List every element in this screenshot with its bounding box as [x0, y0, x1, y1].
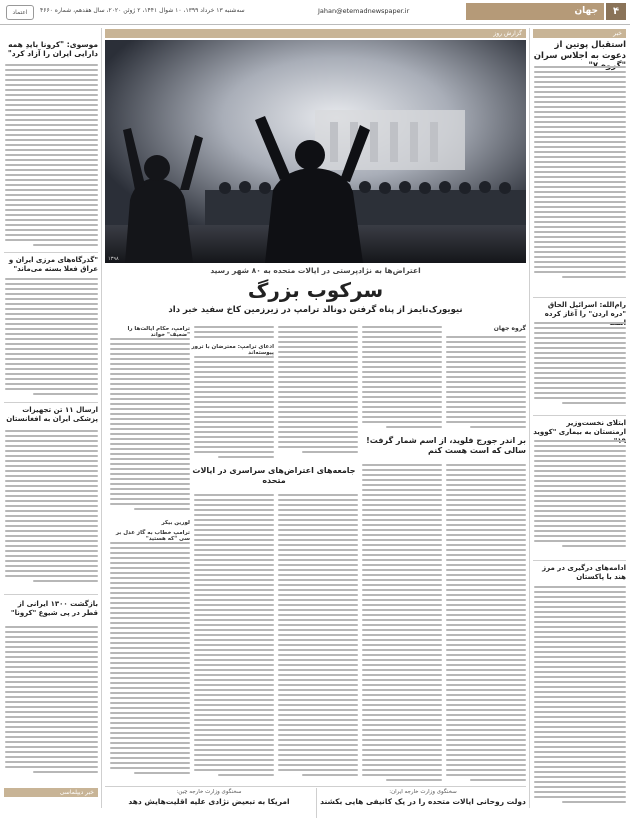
box-2-title: ادعای ترامپ: معترضان با ترور پیوسته‌اند [191, 344, 274, 356]
newspaper-logo: اعتماد [6, 5, 34, 20]
sub-story-3-body [110, 542, 190, 784]
right-story-2-title: رام‌الله: اسرائیل الحاق "دره اردن" را آغاز کرده [544, 301, 626, 318]
story-divider [533, 297, 626, 298]
right-story-1-body [534, 66, 626, 294]
col-group-label: گروه جهان [493, 325, 526, 332]
main-story-col-3 [278, 326, 358, 462]
right-story-3-body [534, 440, 626, 558]
left-story-4-title: بازگشت ۱۳۰۰ ایرانی از قطر در پی شیوع "کرونا" [10, 600, 98, 617]
bottom-right-kicker: سخنگوی وزارت خارجه ایران: [389, 789, 457, 795]
sub-story-2-body [278, 494, 358, 784]
right-story-1-title: استقبال پوتین از دعوت به اجلاس سران [533, 40, 626, 61]
bottom-right-headline: دولت روحانی ایالات متحده را در یک کانیفی هایی بکشند [320, 797, 526, 806]
left-story-1-title: موسوی: "کرونا بایدِ همه دارایی ایران را آزاد کرد" [7, 40, 98, 59]
left-story-3-body [5, 430, 98, 590]
sub-headline-2: جامعه‌های اعتراض‌های سراسری در ایالات متحده [192, 466, 356, 485]
date-line: سه‌شنبه ۱۳ خرداد ۱۳۹۹، ۱۰ شوال ۱۴۴۱، ۲ ژوئن ۲۰۲۰، سال هفدهم، شماره ۴۶۶۰ [40, 7, 245, 14]
sub-headline-3: ترامپ خطاب به گاز عذل بر سی "که هستید" [115, 530, 190, 542]
right-story-4-body [534, 586, 626, 808]
main-story-col-5 [110, 338, 190, 514]
photo-credit: ۱۳۹۸ [108, 256, 119, 262]
bottom-left-headline: امریکا به تبعیض نژادی علیه اقلیت‌هایش دهد [128, 797, 290, 806]
bottom-divider [105, 786, 526, 787]
sub-story-1-body-a [446, 464, 526, 784]
center-section-label: گزارش روز [105, 29, 526, 38]
protest-photo [105, 40, 526, 263]
right-story-3-title: ابتلای نخست‌وزیر ارمنستان به بیماری "کووید [533, 419, 626, 436]
main-story-col-4b [194, 356, 274, 462]
left-section-label: خبر دیپلماسی [4, 788, 98, 797]
main-headline: سرکوب بزرگ [247, 278, 384, 302]
left-story-4-body [5, 626, 98, 784]
byline: لورین بیکر [161, 520, 190, 526]
sub-story-1-body-b [362, 464, 442, 784]
story-divider [4, 402, 98, 403]
column-divider [101, 28, 102, 808]
right-story-2-body [534, 322, 626, 412]
main-subheadline: نیویورک‌تایمز از پناه گرفتن دونالد ترامپ در زیرزمین کاخ سفید خبر داد [168, 305, 463, 315]
page-number: ۴ [606, 3, 626, 20]
main-kicker: اعتراض‌ها به نژادپرستی در ایالات متحده به ۸۰ شهر رسید [210, 266, 421, 275]
story-divider [4, 252, 98, 253]
story-divider [533, 415, 626, 416]
story-divider [4, 594, 98, 595]
left-story-2-title: "گذرگاه‌های مرزی ایران و عراق فعلا بسته می‌ماند" [8, 256, 98, 273]
left-story-1-body [5, 64, 98, 250]
bottom-mid-divider [316, 788, 317, 818]
bottom-left-kicker: سخنگوی وزارت خارجه چین: [176, 789, 242, 795]
story-divider [533, 560, 626, 561]
section-email[interactable]: Jahan@etemadnewspaper.ir [318, 7, 410, 15]
box-1-title: ترامپ، حکام ایالت‌ها را "ضعیف" خواند [127, 326, 190, 338]
left-story-3-title: ارسال ۱۱ تن تجهیزات پزشکی ایران به افغانستان [6, 406, 98, 423]
sub-headline-1: بر اندر جورج فلوید، از اسم شمار گرفت! سالی که است هست کنم [366, 436, 526, 455]
right-section-label: خبر [533, 29, 626, 38]
left-story-2-body [5, 278, 98, 400]
sub-story-2-body-b [194, 494, 274, 784]
column-divider [529, 28, 530, 808]
main-story-col-1 [446, 336, 526, 432]
section-title: جهان [466, 3, 604, 20]
protest-photo-illustration [105, 40, 526, 263]
main-story-col-2 [362, 326, 442, 432]
page-header [0, 0, 630, 25]
right-story-4-title: ادامه‌های درگیری در مرز هند با پاکستان [542, 564, 626, 581]
